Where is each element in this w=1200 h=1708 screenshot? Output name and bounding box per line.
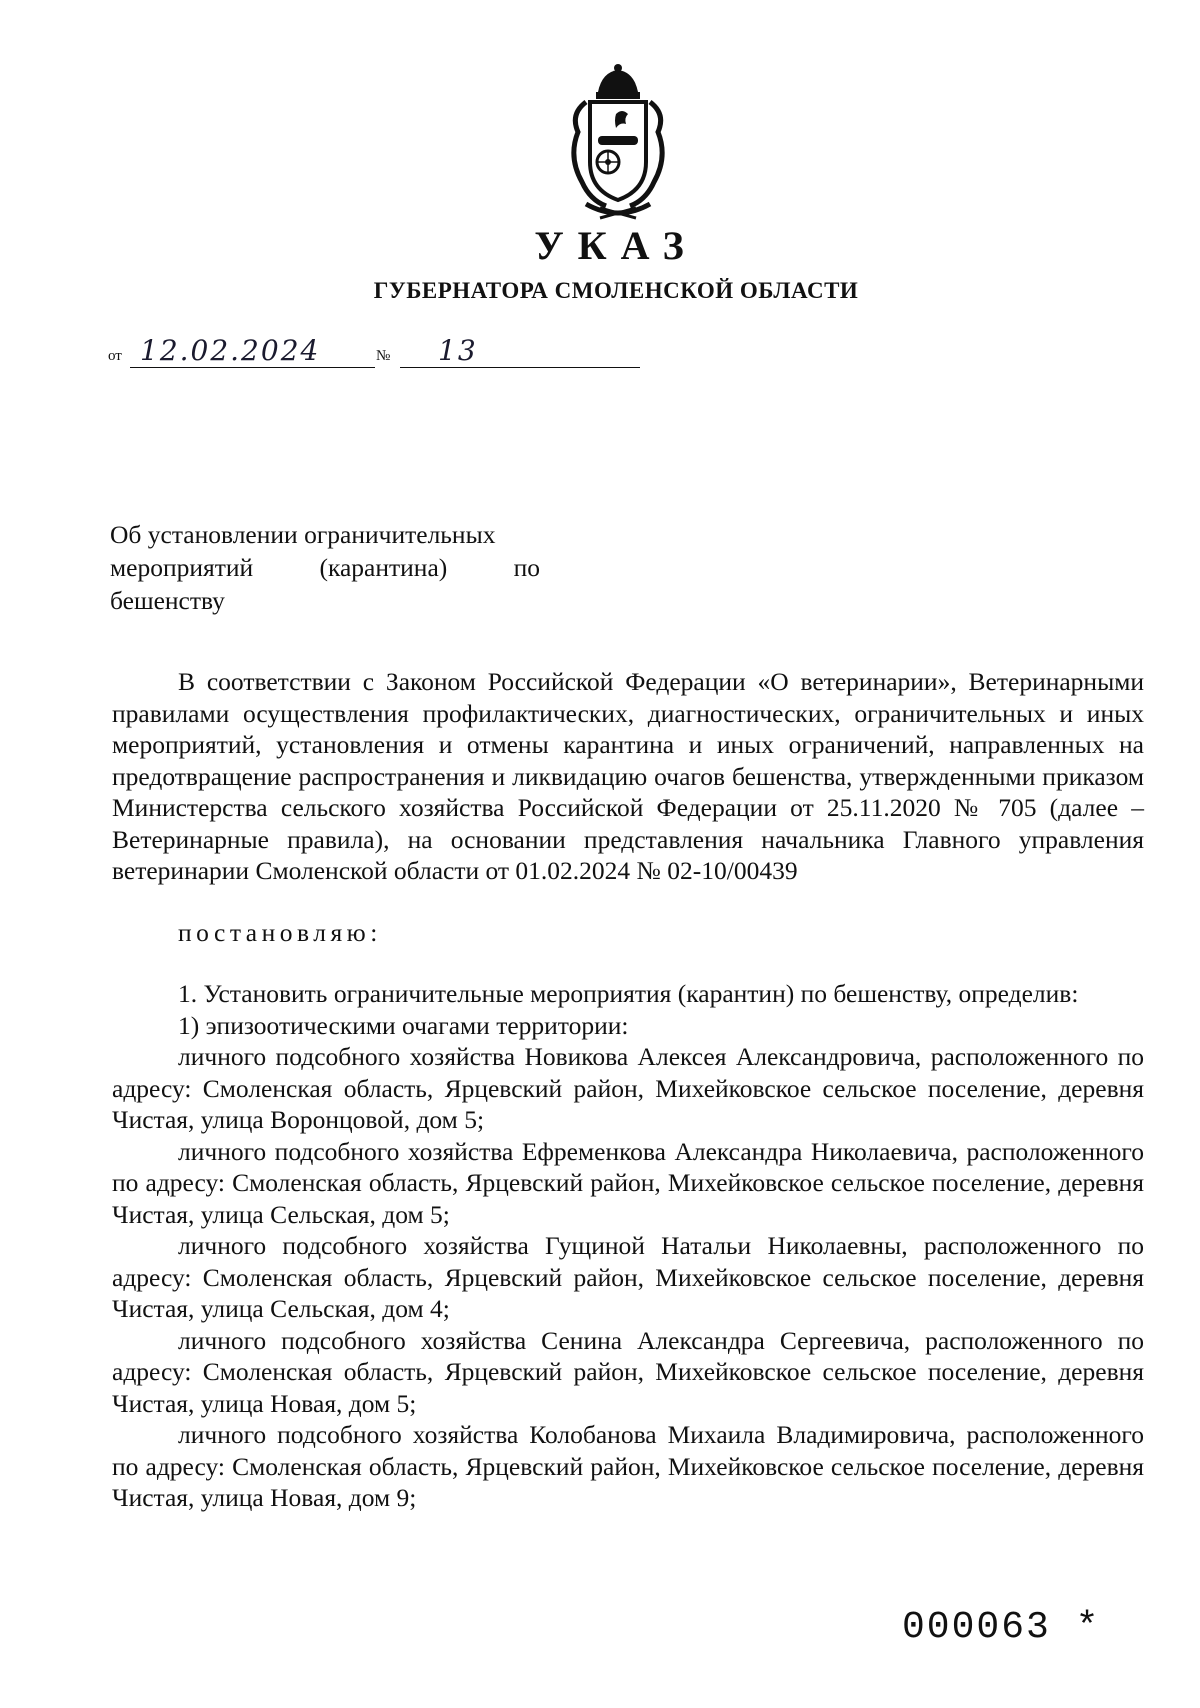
item-1-paragraph: 1. Установить ограничительные мероприятия (карантин) по бешенству, определив:: [178, 979, 1079, 1008]
handwritten-number: 13: [438, 334, 478, 367]
household-item: личного подсобного хозяйства Новикова Алексея Александровича, расположенного по адресу: Смоленская область, Ярцевский район, Михейковское сельское поселение, деревня Чистая, улица Воронцовой, дом 5;: [112, 1042, 1144, 1134]
household-item: личного подсобного хозяйства Сенина Александра Сергеевича, расположенного по адресу: Смоленская область, Ярцевский район, Михейковское сельское поселение, деревня Чистая, улица Новая, дом 5;: [112, 1325, 1144, 1418]
number-label: №: [376, 348, 391, 364]
preamble-paragraph: В соответствии с Законом Российской Федерации «О ветеринарии», Ветеринарными правилами осуществления профилактических, диагностических, ограничительных и иных мероприятий, установления и отмены карантина и иных ограничений, направленных на предотвращение распространения и ликвидацию очагов бешенства, утвержденными приказом Министерства сельского хозяйства Российской Федерации от 25.11.2020 № 705 (далее – Ветеринарные правила), на основании представления начальника Главного управления ветеринарии Смоленской области от 01.02.2024 № 02-10/00439: [112, 667, 1144, 885]
date-underline: [130, 367, 375, 368]
date-from-label: от: [108, 348, 122, 364]
household-item: личного подсобного хозяйства Колобанова Михаила Владимировича, расположенного по адресу: Смоленская область, Ярцевский район, Михейковское сельское поселение, деревня Чистая, улица Новая, дом 9;: [112, 1420, 1144, 1512]
document-body: [112, 666, 1144, 1514]
number-underline: [400, 367, 640, 368]
household-item: личного подсобного хозяйства Гущиной Натальи Николаевны, расположенного по адресу: Смоленская область, Ярцевский район, Михейковское сельское поселение, деревня Чистая, улица Сельская, дом 4;: [112, 1231, 1144, 1323]
subject-line-3: бешенству: [110, 586, 225, 615]
subject-line-1: Об установлении ограничительных: [110, 520, 496, 549]
issuer-title: ГУБЕРНАТОРА СМОЛЕНСКОЙ ОБЛАСТИ: [373, 278, 859, 303]
decree-word: постановляю:: [178, 917, 382, 947]
coat-of-arms-icon: [556, 62, 680, 222]
document-subject: [110, 518, 540, 617]
serial-number: 000063 *: [902, 1606, 1101, 1649]
handwritten-date: 12.02.2024: [140, 334, 321, 367]
household-item: личного подсобного хозяйства Ефременкова Александра Николаевича, расположенного по адресу: Смоленская область, Ярцевский район, Михейковское сельское поселение, деревня Чистая, улица Сельская, дом 5;: [112, 1136, 1144, 1229]
sub-item-1-paragraph: 1) эпизоотическими очагами территории:: [178, 1010, 629, 1040]
document-type-title: УКАЗ: [534, 223, 698, 268]
subject-line-2: мероприятий (карантина) по: [110, 553, 540, 582]
